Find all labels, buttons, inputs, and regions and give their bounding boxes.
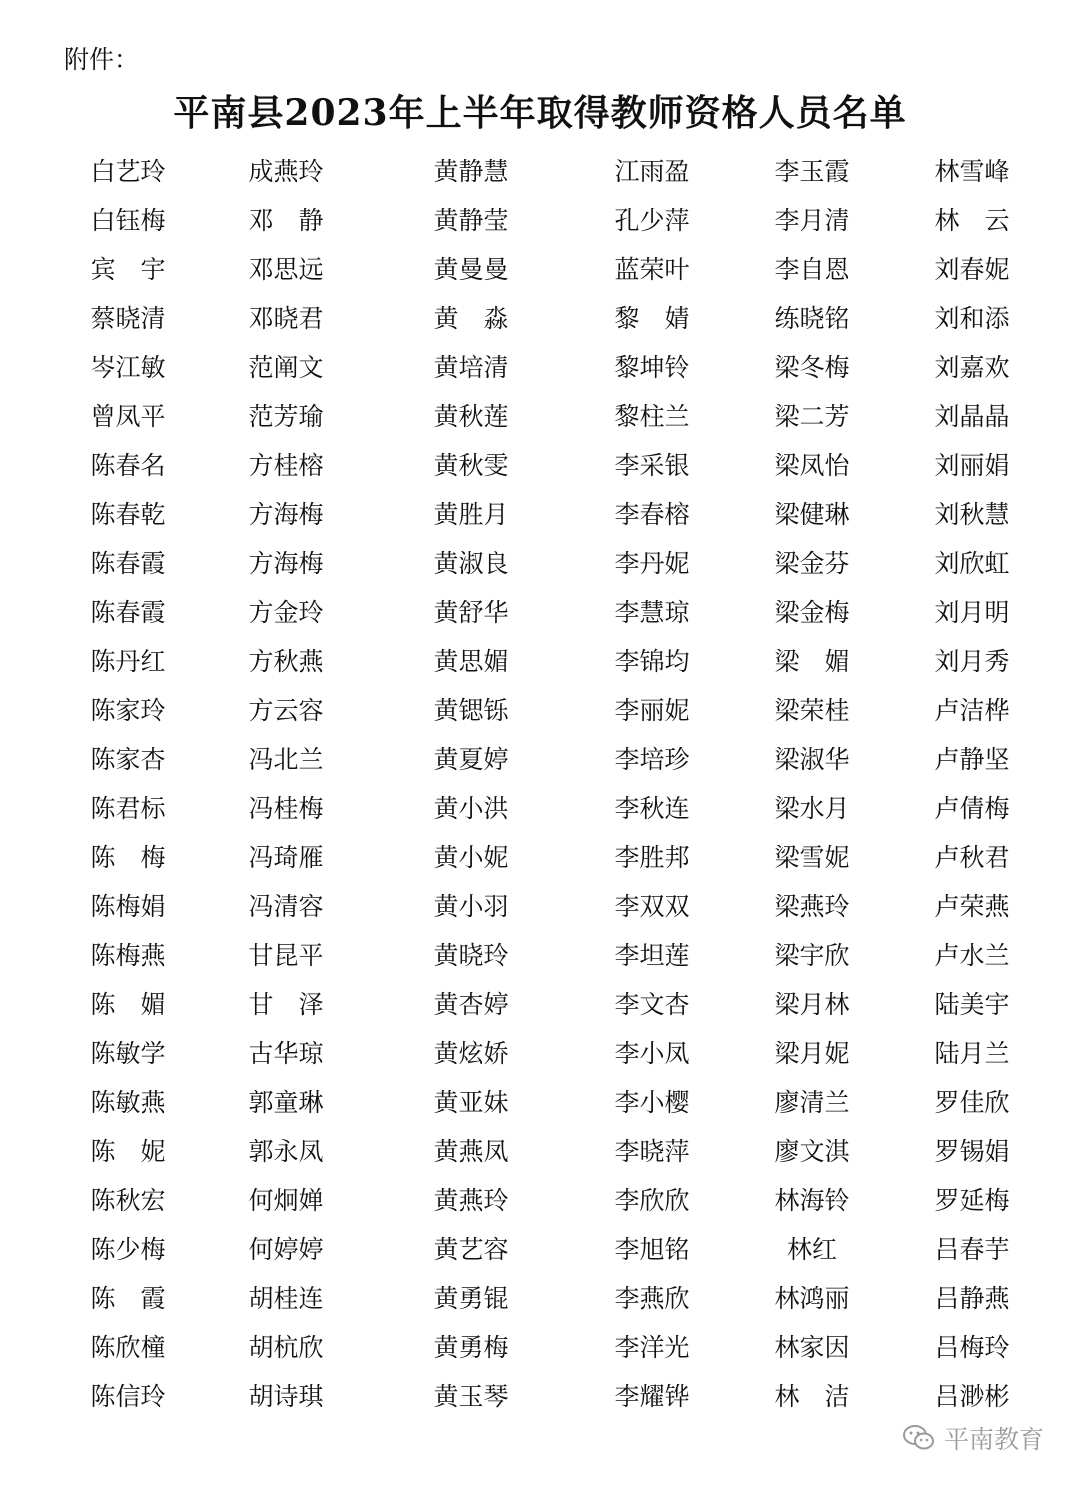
name-cell: 甘昆平 [248,941,324,970]
name-cell: 黄培清 [433,353,509,382]
name-cell: 黄 淼 [433,304,509,333]
name-cell: 林 洁 [774,1382,850,1411]
name-cell: 李洋光 [614,1333,690,1362]
name-cell: 方海梅 [248,500,324,529]
name-cell: 吕梅玲 [934,1333,1010,1362]
name-cell: 刘春妮 [934,255,1010,284]
name-row [0,196,1080,245]
name-cell: 卢倩梅 [934,794,1010,823]
name-cell: 李耀铧 [614,1382,690,1411]
name-cell: 刘嘉欢 [934,353,1010,382]
name-cell: 胡诗琪 [248,1382,324,1411]
name-cell: 白艺玲 [90,157,166,186]
name-cell: 林鸿丽 [774,1284,850,1313]
name-cell: 蓝荣叶 [614,255,690,284]
name-cell: 范阐文 [248,353,324,382]
name-cell: 黄勇梅 [433,1333,509,1362]
name-cell: 罗延梅 [934,1186,1010,1215]
name-cell: 梁冬梅 [774,353,850,382]
name-cell: 梁二芳 [774,402,850,431]
name-cell: 陈少梅 [90,1235,166,1264]
name-cell: 林雪峰 [934,157,1010,186]
name-cell: 李小凤 [614,1039,690,1068]
name-cell: 成燕玲 [248,157,324,186]
name-cell: 陈君标 [90,794,166,823]
name-row [0,882,1080,931]
name-cell: 冯清容 [248,892,324,921]
name-cell: 刘月明 [934,598,1010,627]
name-row [0,147,1080,196]
name-cell: 黎坤铃 [614,353,690,382]
name-cell: 范芳瑜 [248,402,324,431]
name-cell: 黄秋莲 [433,402,509,431]
name-cell: 李自恩 [774,255,850,284]
name-cell: 李培珍 [614,745,690,774]
name-cell: 陈春霞 [90,549,166,578]
name-cell: 李玉霞 [774,157,850,186]
name-cell: 李丽妮 [614,696,690,725]
name-cell: 方秋燕 [248,647,324,676]
name-row [0,245,1080,294]
name-cell: 陆月兰 [934,1039,1010,1068]
name-cell: 李坦莲 [614,941,690,970]
name-row [0,1078,1080,1127]
name-cell: 甘 泽 [248,990,324,1019]
name-cell: 梁月林 [774,990,850,1019]
name-cell: 邓晓君 [248,304,324,333]
name-cell: 黄曼曼 [433,255,509,284]
name-cell: 梁月妮 [774,1039,850,1068]
name-cell: 胡桂连 [248,1284,324,1313]
name-cell: 刘晶晶 [934,402,1010,431]
name-cell: 李慧琼 [614,598,690,627]
name-cell: 陈梅娟 [90,892,166,921]
name-cell: 黄舒华 [433,598,509,627]
name-cell: 卢水兰 [934,941,1010,970]
name-cell: 白钰梅 [90,206,166,235]
name-cell: 廖清兰 [774,1088,850,1117]
name-cell: 冯北兰 [248,745,324,774]
name-cell: 陈家杏 [90,745,166,774]
name-row [0,980,1080,1029]
wechat-icon [902,1423,936,1453]
name-cell: 罗佳欣 [934,1088,1010,1117]
name-cell: 何炯婵 [248,1186,324,1215]
name-cell: 黄静慧 [433,157,509,186]
name-cell: 陈欣橦 [90,1333,166,1362]
name-cell: 陈信玲 [90,1382,166,1411]
name-cell: 梁宇欣 [774,941,850,970]
name-cell: 李欣欣 [614,1186,690,1215]
name-row [0,343,1080,392]
name-cell: 林家因 [774,1333,850,1362]
name-cell: 卢洁桦 [934,696,1010,725]
name-cell: 梁凤怡 [774,451,850,480]
name-cell: 吕渺彬 [934,1382,1010,1411]
name-row [0,686,1080,735]
name-cell: 卢静坚 [934,745,1010,774]
name-cell: 黄炫娇 [433,1039,509,1068]
name-cell: 梁雪妮 [774,843,850,872]
name-cell: 陈春霞 [90,598,166,627]
name-cell: 林红 [786,1235,837,1264]
name-cell: 李燕欣 [614,1284,690,1313]
watermark-text: 平南教育 [943,1425,1044,1454]
name-cell: 陈 霞 [90,1284,166,1313]
name-row [0,1029,1080,1078]
name-cell: 方云容 [248,696,324,725]
name-cell: 刘和添 [934,304,1010,333]
name-cell: 古华琼 [248,1039,324,1068]
name-cell: 邓 静 [248,206,324,235]
name-cell: 曾凤平 [90,402,166,431]
name-cell: 何婷婷 [248,1235,324,1264]
name-row [0,392,1080,441]
name-cell: 黄亚妹 [433,1088,509,1117]
name-cell: 林 云 [934,206,1010,235]
name-cell: 李晓萍 [614,1137,690,1166]
name-cell: 李双双 [614,892,690,921]
name-cell: 梁金梅 [774,598,850,627]
name-cell: 梁淑华 [774,745,850,774]
name-cell: 黎柱兰 [614,402,690,431]
name-cell: 方金玲 [248,598,324,627]
name-cell: 李胜邦 [614,843,690,872]
name-cell: 李文杏 [614,990,690,1019]
name-cell: 陈 梅 [90,843,166,872]
name-cell: 李丹妮 [614,549,690,578]
name-cell: 刘月秀 [934,647,1010,676]
name-cell: 黄小羽 [433,892,509,921]
name-cell: 黄夏婷 [433,745,509,774]
name-cell: 李锦均 [614,647,690,676]
name-cell: 李采银 [614,451,690,480]
name-cell: 罗锡娟 [934,1137,1010,1166]
name-cell: 黄小洪 [433,794,509,823]
name-cell: 冯桂梅 [248,794,324,823]
name-cell: 陈秋宏 [90,1186,166,1215]
name-cell: 黄燕凤 [433,1137,509,1166]
name-cell: 梁燕玲 [774,892,850,921]
name-cell: 吕春芋 [934,1235,1010,1264]
name-cell: 陈春名 [90,451,166,480]
name-cell: 陈梅燕 [90,941,166,970]
name-cell: 梁金芬 [774,549,850,578]
name-cell: 刘秋慧 [934,500,1010,529]
name-row [0,539,1080,588]
name-cell: 邓思远 [248,255,324,284]
name-cell: 练晓铭 [774,304,850,333]
name-row [0,637,1080,686]
name-cell: 李春榕 [614,500,690,529]
name-cell: 陈 妮 [90,1137,166,1166]
name-row [0,931,1080,980]
name-row [0,1372,1080,1421]
name-cell: 江雨盈 [614,157,690,186]
name-cell: 郭童琳 [248,1088,324,1117]
name-cell: 岑江敏 [90,353,166,382]
name-row [0,784,1080,833]
name-cell: 吕静燕 [934,1284,1010,1313]
name-cell: 梁荣桂 [774,696,850,725]
name-cell: 黄锶铄 [433,696,509,725]
name-cell: 陆美宇 [934,990,1010,1019]
name-cell: 黄杏婷 [433,990,509,1019]
name-row [0,490,1080,539]
name-cell: 梁水月 [774,794,850,823]
name-cell: 黄胜月 [433,500,509,529]
name-cell: 梁健琳 [774,500,850,529]
name-row [0,1274,1080,1323]
name-cell: 黄思媚 [433,647,509,676]
name-cell: 卢秋君 [934,843,1010,872]
name-cell: 刘欣虹 [934,549,1010,578]
name-row [0,1176,1080,1225]
name-cell: 陈春乾 [90,500,166,529]
name-cell: 孔少萍 [614,206,690,235]
name-cell: 李月清 [774,206,850,235]
name-cell: 陈丹红 [90,647,166,676]
name-cell: 郭永凤 [248,1137,324,1166]
name-cell: 黄燕玲 [433,1186,509,1215]
name-cell: 黄淑良 [433,549,509,578]
name-row [0,441,1080,490]
name-cell: 陈家玲 [90,696,166,725]
name-cell: 黄秋雯 [433,451,509,480]
name-cell: 蔡晓清 [90,304,166,333]
name-cell: 黄小妮 [433,843,509,872]
document-title: 平南县2023年上半年取得教师资格人员名单 [173,92,907,134]
name-cell: 胡杭欣 [248,1333,324,1362]
name-row [0,1225,1080,1274]
name-cell: 黄玉琴 [433,1382,509,1411]
name-cell: 刘丽娟 [934,451,1010,480]
name-list-grid [0,147,1080,1421]
name-cell: 林海铃 [774,1186,850,1215]
name-cell: 黄晓玲 [433,941,509,970]
name-cell: 黎 婧 [614,304,690,333]
name-cell: 李小樱 [614,1088,690,1117]
name-cell: 黄艺容 [433,1235,509,1264]
name-cell: 陈 媚 [90,990,166,1019]
name-cell: 廖文淇 [774,1137,850,1166]
name-row [0,1323,1080,1372]
name-row [0,1127,1080,1176]
attachment-label: 附件： [64,45,140,74]
name-row [0,588,1080,637]
name-cell: 李旭铭 [614,1235,690,1264]
name-row [0,735,1080,784]
name-cell: 冯琦雁 [248,843,324,872]
name-cell: 方桂榕 [248,451,324,480]
name-cell: 宾 宇 [90,255,166,284]
name-row [0,833,1080,882]
name-cell: 黄勇锟 [433,1284,509,1313]
name-cell: 陈敏学 [90,1039,166,1068]
name-cell: 梁 媚 [774,647,850,676]
name-cell: 李秋连 [614,794,690,823]
name-cell: 黄静莹 [433,206,509,235]
name-cell: 陈敏燕 [90,1088,166,1117]
watermark [902,1420,1044,1456]
name-cell: 方海梅 [248,549,324,578]
name-row [0,294,1080,343]
name-cell: 卢荣燕 [934,892,1010,921]
